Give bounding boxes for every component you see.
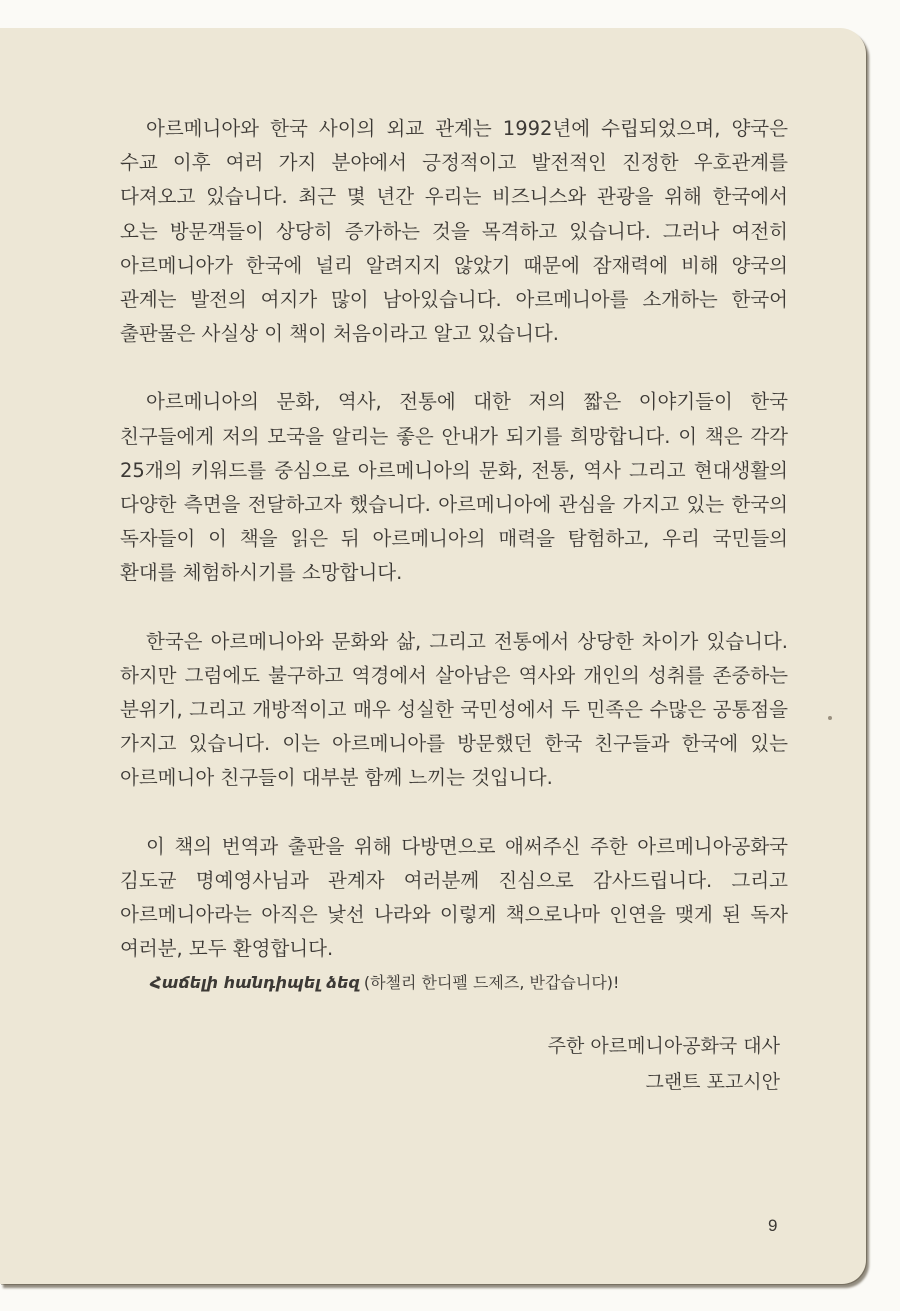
page-number: 9 <box>768 1216 778 1235</box>
greeting-armenian: Հաճելի հանդիպել ձեզ <box>150 973 360 993</box>
body-text <box>120 112 788 1000</box>
greeting-line <box>120 966 788 1000</box>
paragraph-4: 이 책의 번역과 출판을 위해 다방면으로 애써주신 주한 아르메니아공화국 김도균 명예영사님과 관계자 여러분께 진심으로 감사드립니다. 그리고 아르메니아라는 아직은 낯선 나라와 이렇게 책으로나마 인연을 맺게 된 독자 여러분, 모두 환영합니다. <box>120 834 788 961</box>
paragraph-2: 아르메니아의 문화, 역사, 전통에 대한 저의 짧은 이야기들이 한국 친구들에게 저의 모국을 알리는 좋은 안내가 되기를 희망합니다. 이 책은 각각 25개의 키워드를 중심으로 아르메니아의 문화, 전통, 역사 그리고 현대생활의 다양한 측면을 전달하고자 했습니다. 아르메니아에 관심을 가지고 있는 한국의 독자들이 이 책을 읽은 뒤 아르메니아의 매력을 탐험하고, 우리 국민들의 환대를 체험하시기를 소망합니다. <box>120 390 788 585</box>
signature-name: 그랜트 포고시안 <box>645 1071 780 1093</box>
paper-speck <box>828 716 832 720</box>
book-page <box>0 28 866 1284</box>
greeting-korean: (하첼리 한디펠 드제즈, 반갑습니다)! <box>363 973 620 993</box>
signature-title: 주한 아르메니아공화국 대사 <box>547 1035 780 1057</box>
signature-block <box>548 1028 780 1100</box>
paragraph-1: 아르메니아와 한국 사이의 외교 관계는 1992년에 수립되었으며, 양국은 수교 이후 여러 가지 분야에서 긍정적이고 발전적인 진정한 우호관계를 다져오고 있습니다. 최근 몇 년간 우리는 비즈니스와 관광을 위해 한국에서 오는 방문객들이 상당히 증가하는 것을 목격하고 있습니다. 그러나 여전히 아르메니아가 한국에 널리 알려지지 않았기 때문에 잠재력에 비해 양국의 관계는 발전의 여지가 많이 남아있습니다. 아르메니아를 소개하는 한국어 출판물은 사실상 이 책이 처음이라고 알고 있습니다. <box>120 117 788 346</box>
paragraph-3: 한국은 아르메니아와 문화와 삶, 그리고 전통에서 상당한 차이가 있습니다. 하지만 그럼에도 불구하고 역경에서 살아남은 역사와 개인의 성취를 존중하는 분위기, 그리고 개방적이고 매우 성실한 국민성에서 두 민족은 수많은 공통점을 가지고 있습니다. 이는 아르메니아를 방문했던 한국 친구들과 한국에 있는 아르메니아 친구들이 대부분 함께 느끼는 것입니다. <box>120 629 788 790</box>
